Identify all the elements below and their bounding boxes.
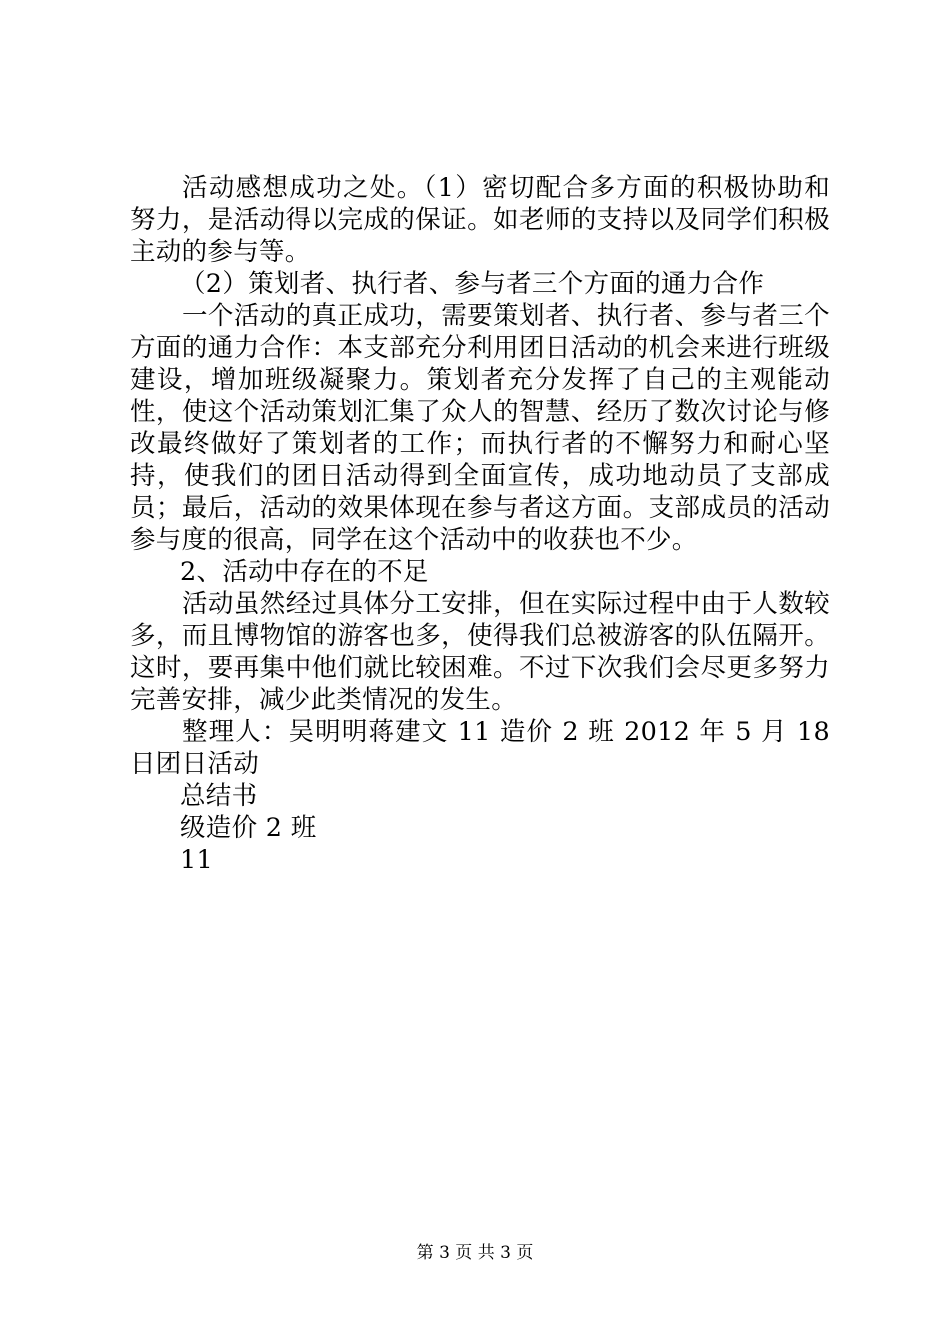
paragraph-grade-label: 11	[180, 845, 214, 875]
paragraph-heading-cooperation: （2）策划者、执行者、参与者三个方面的通力合作	[180, 269, 765, 299]
document-body	[130, 172, 830, 876]
paragraph-cooperation-detail: 一个活动的真正成功，需要策划者、执行者、参与者三个方面的通力合作：本支部充分利用团日活动的机会来进行班级建设，增加班级凝聚力。策划者充分发挥了自己的主观能动性，使这个活动策划汇集了众人的智慧、经历了数次讨论与修改最终做好了策划者的工作；而执行者的不懈努力和耐心坚持，使我们的团日活动得到全面宣传，成功地动员了支部成员；最后，活动的效果体现在参与者这方面。支部成员的活动参与度的很高，同学在这个活动中的收获也不少。	[130, 301, 830, 555]
page-number-footer: 第 3 页 共 3 页	[416, 1243, 534, 1263]
paragraph-organizer-line: 整理人：吴明明蒋建文 11 造价 2 班 2012 年 5 月 18 日团日活动	[130, 717, 830, 779]
paragraph-shortcomings-detail: 活动虽然经过具体分工安排，但在实际过程中由于人数较多，而且博物馆的游客也多，使得我们总被游客的队伍隔开。这时，要再集中他们就比较困难。不过下次我们会尽更多努力完善安排，减少此类情况的发生。	[130, 589, 830, 715]
paragraph-success-summary: 活动感想成功之处。（1）密切配合多方面的积极协助和努力，是活动得以完成的保证。如老师的支持以及同学们积极主动的参与等。	[130, 173, 830, 267]
paragraph-summary-label: 总结书	[180, 781, 258, 811]
paragraph-class-label: 级造价 2 班	[180, 813, 317, 843]
paragraph-heading-shortcomings: 2、活动中存在的不足	[180, 557, 429, 587]
